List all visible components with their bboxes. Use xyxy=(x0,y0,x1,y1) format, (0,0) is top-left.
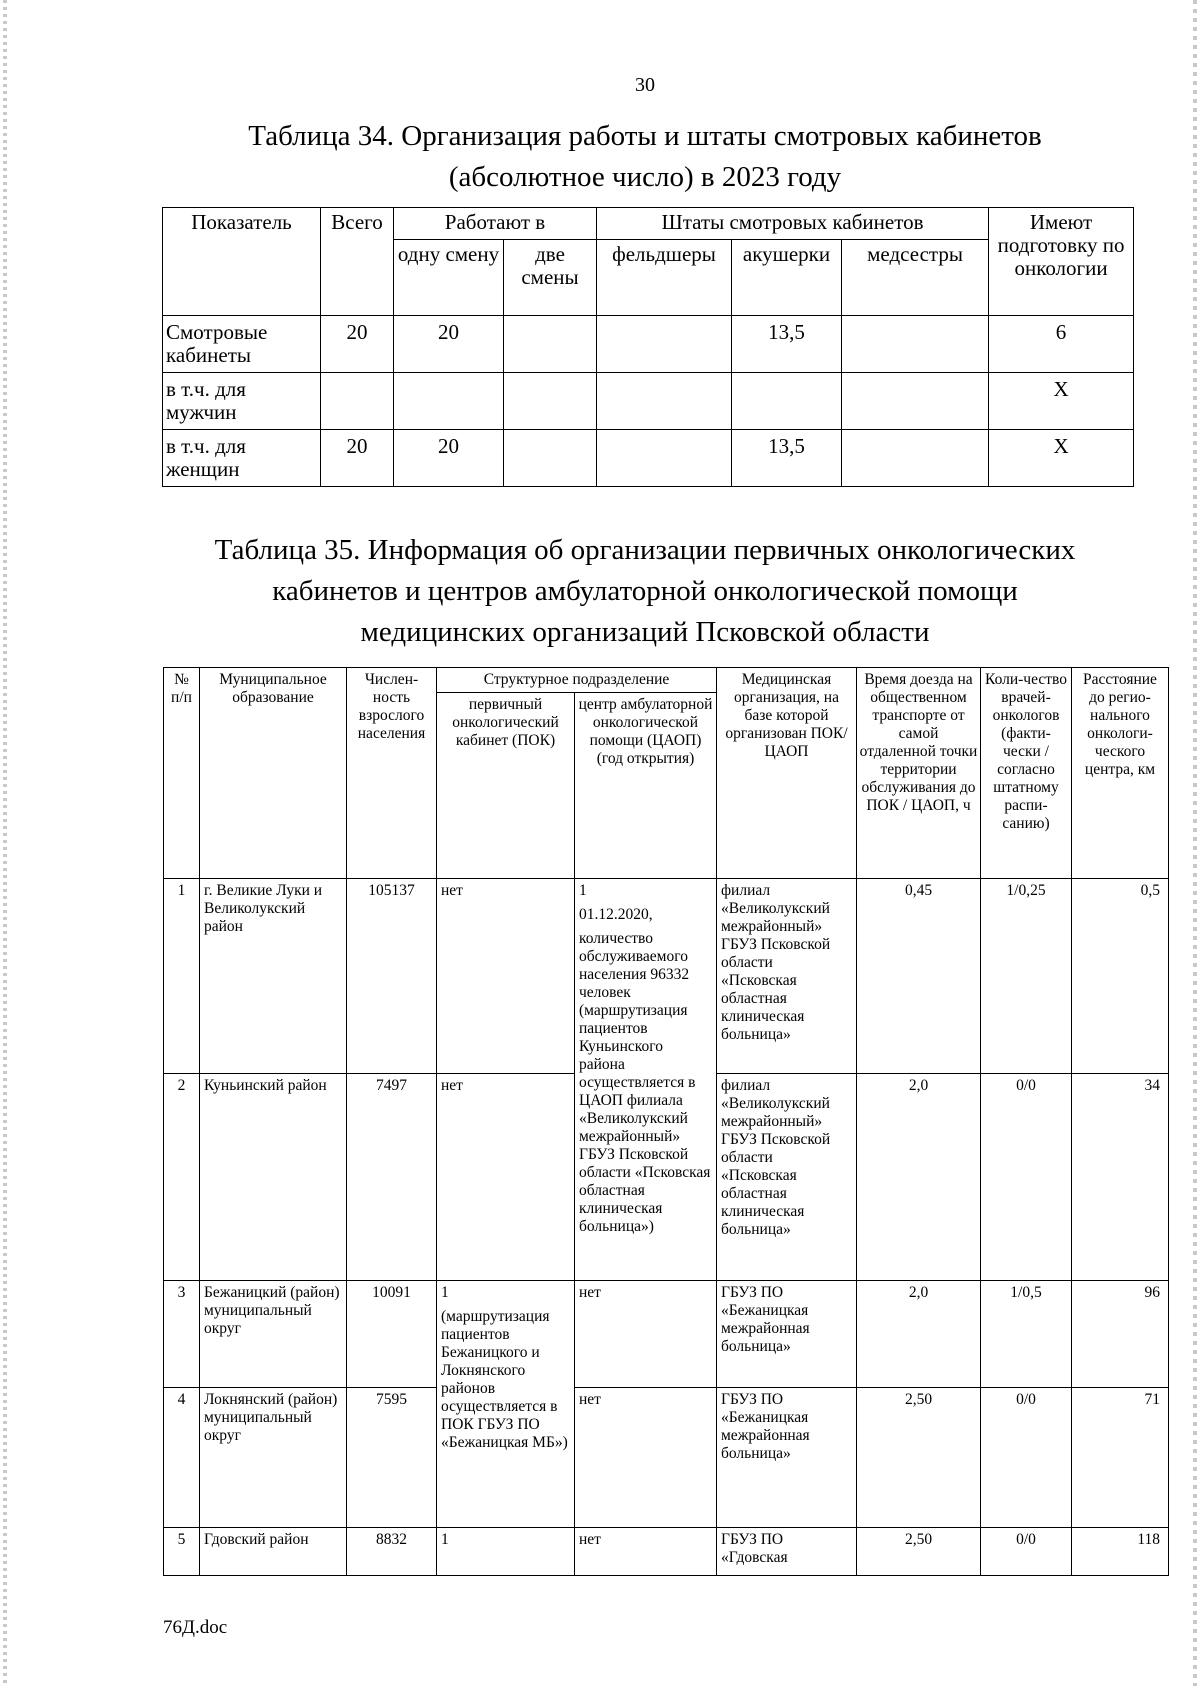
cell-two-shifts xyxy=(504,316,597,373)
cell-total xyxy=(321,373,394,430)
table-34-title-line-1: Таблица 34. Организация работы и штаты смотровых кабинетов xyxy=(248,120,1042,152)
table-row xyxy=(164,1388,1169,1528)
cell-distance: 96 xyxy=(1072,1281,1169,1388)
header-two-shifts: две смены xyxy=(504,240,597,316)
cell-population: 8832 xyxy=(347,1528,437,1576)
cell-one-shift: 20 xyxy=(394,430,504,487)
cell-oncologists: 0/0 xyxy=(981,1528,1072,1576)
cell-nurses xyxy=(842,316,989,373)
cell-total: 20 xyxy=(321,316,394,373)
cell-num: 2 xyxy=(164,1074,200,1281)
caop-population-note: количество обслуживаемого населения 96332 человек xyxy=(579,930,690,1001)
cell-midwives xyxy=(732,373,842,430)
caop-open-date: 01.12.2020, xyxy=(579,906,653,923)
table-35-title xyxy=(150,530,1140,653)
table-34 xyxy=(162,207,1134,487)
header-travel-time: Время доезда на общественном транспорте от самой отдаленной точки территории обслуживания до ПОК / ЦАОП, ч xyxy=(857,668,981,879)
cell-nurses xyxy=(842,373,989,430)
header-paramedics: фельдшеры xyxy=(597,240,732,316)
cell-municipality: Локнянский (район) муниципальный округ xyxy=(200,1388,347,1528)
cell-caop: нет xyxy=(575,1281,717,1388)
cell-oncologists: 1/0,25 xyxy=(981,879,1072,1074)
cell-one-shift xyxy=(394,373,504,430)
cell-travel-time: 2,50 xyxy=(857,1528,981,1576)
table-row xyxy=(164,879,1169,1074)
cell-pok: нет xyxy=(437,1074,575,1281)
cell-population: 105137 xyxy=(347,879,437,1074)
cell-population: 10091 xyxy=(347,1281,437,1388)
cell-distance: 34 xyxy=(1072,1074,1169,1281)
table-35-title-line-1: Таблица 35. Информация об организации первичных онкологических xyxy=(214,534,1076,566)
cell-med-org: ГБУЗ ПО «Бежаницкая межрайонная больница» xyxy=(717,1388,857,1528)
cell-training: 6 xyxy=(989,316,1134,373)
cell-med-org: филиал «Великолукский межрайонный» ГБУЗ Псковской области «Псковская областная клиническая больница» xyxy=(717,879,857,1074)
header-distance: Расстояние до регио-нального онкологи-ческого центра, км xyxy=(1072,668,1169,879)
header-midwives: акушерки xyxy=(732,240,842,316)
row-label: Смотровые кабинеты xyxy=(163,316,321,373)
cell-municipality: г. Великие Луки и Великолукский район xyxy=(200,879,347,1074)
header-oncology-training: Имеют подготовку по онкологии xyxy=(989,208,1134,316)
table-34-title xyxy=(150,116,1140,198)
cell-med-org: ГБУЗ ПО «Гдовская xyxy=(717,1528,857,1576)
row-label: в т.ч. для женщин xyxy=(163,430,321,487)
cell-paramedics xyxy=(597,430,732,487)
cell-population: 7595 xyxy=(347,1388,437,1528)
footer-filename: 76Д.doc xyxy=(163,1617,228,1638)
header-num: № п/п xyxy=(164,668,200,879)
table-35-title-line-2: кабинетов и центров амбулаторной онкологической помощи xyxy=(272,575,1018,607)
header-municipality: Муниципальное образование xyxy=(200,668,347,879)
cell-oncologists: 0/0 xyxy=(981,1074,1072,1281)
cell-municipality: Гдовский район xyxy=(200,1528,347,1576)
page-number: 30 xyxy=(635,74,655,96)
header-staff: Штаты смотровых кабинетов xyxy=(597,208,989,240)
cell-travel-time: 2,0 xyxy=(857,1074,981,1281)
header-indicator: Показатель xyxy=(163,208,321,316)
header-nurses: медсестры xyxy=(842,240,989,316)
cell-two-shifts xyxy=(504,430,597,487)
table-34-title-line-2: (абсолютное число) в 2023 году xyxy=(448,161,842,193)
cell-oncologists: 1/0,5 xyxy=(981,1281,1072,1388)
cell-paramedics xyxy=(597,316,732,373)
header-caop: центр амбулаторной онкологической помощи (ЦАОП) (год открытия) xyxy=(575,693,717,879)
cell-total: 20 xyxy=(321,430,394,487)
cell-num: 1 xyxy=(164,879,200,1074)
cell-municipality: Бежаницкий (район) муниципальный округ xyxy=(200,1281,347,1388)
caop-count: 1 xyxy=(579,882,587,899)
cell-travel-time: 0,45 xyxy=(857,879,981,1074)
cell-pok-merged xyxy=(437,1281,575,1528)
cell-num: 4 xyxy=(164,1388,200,1528)
cell-midwives: 13,5 xyxy=(732,430,842,487)
cell-midwives: 13,5 xyxy=(732,316,842,373)
table-row xyxy=(164,1281,1169,1388)
cell-municipality: Куньинский район xyxy=(200,1074,347,1281)
cell-two-shifts xyxy=(504,373,597,430)
cell-med-org: филиал «Великолукский межрайонный» ГБУЗ Псковской области «Псковская областная клиническая больница» xyxy=(717,1074,857,1281)
header-structural-unit: Структурное подразделение xyxy=(437,668,717,693)
row-label: в т.ч. для мужчин xyxy=(163,373,321,430)
cell-nurses xyxy=(842,430,989,487)
header-med-org: Медицинская организация, на базе которой организован ПОК/ЦАОП xyxy=(717,668,857,879)
scan-edge-left xyxy=(3,0,7,1686)
cell-training: Х xyxy=(989,373,1134,430)
header-oncologists: Коли-чество врачей-онкологов (факти-чески / согласно штатному распи-санию) xyxy=(981,668,1072,879)
cell-travel-time: 2,0 xyxy=(857,1281,981,1388)
cell-num: 5 xyxy=(164,1528,200,1576)
table-row xyxy=(163,430,1134,487)
scan-edge-right xyxy=(1193,0,1197,1686)
cell-pok: 1 xyxy=(437,1528,575,1576)
table-row xyxy=(163,373,1134,430)
header-pok: первичный онкологический кабинет (ПОК) xyxy=(437,693,575,879)
header-one-shift: одну смену xyxy=(394,240,504,316)
cell-travel-time: 2,50 xyxy=(857,1388,981,1528)
table-row xyxy=(164,1528,1169,1576)
cell-pok: нет xyxy=(437,879,575,1074)
pok-routing-note: (маршрутизация пациентов Бежаницкого и Локнянского районов осуществляется в ПОК ГБУЗ ПО «Бежаницкая МБ») xyxy=(441,1308,568,1451)
header-population: Числен-ность взрослого населения xyxy=(347,668,437,879)
cell-caop: нет xyxy=(575,1388,717,1528)
table-35-title-line-3: медицинских организаций Псковской области xyxy=(360,616,930,648)
cell-oncologists: 0/0 xyxy=(981,1388,1072,1528)
cell-training: Х xyxy=(989,430,1134,487)
pok-count: 1 xyxy=(441,1284,449,1301)
cell-paramedics xyxy=(597,373,732,430)
cell-distance: 118 xyxy=(1072,1528,1169,1576)
cell-caop-merged xyxy=(575,879,717,1281)
header-total: Всего xyxy=(321,208,394,316)
table-row xyxy=(163,316,1134,373)
table-35 xyxy=(163,667,1169,1576)
cell-distance: 0,5 xyxy=(1072,879,1169,1074)
cell-num: 3 xyxy=(164,1281,200,1388)
caop-routing-note: (маршрутизация пациентов Куньинского района осуществляется в ЦАОП филиала «Великолукский межрайонный» ГБУЗ Псковской области «Псковская областная клиническая больница») xyxy=(579,1002,711,1235)
cell-distance: 71 xyxy=(1072,1388,1169,1528)
header-work-in: Работают в xyxy=(394,208,597,240)
cell-one-shift: 20 xyxy=(394,316,504,373)
cell-population: 7497 xyxy=(347,1074,437,1281)
cell-med-org: ГБУЗ ПО «Бежаницкая межрайонная больница» xyxy=(717,1281,857,1388)
cell-caop: нет xyxy=(575,1528,717,1576)
